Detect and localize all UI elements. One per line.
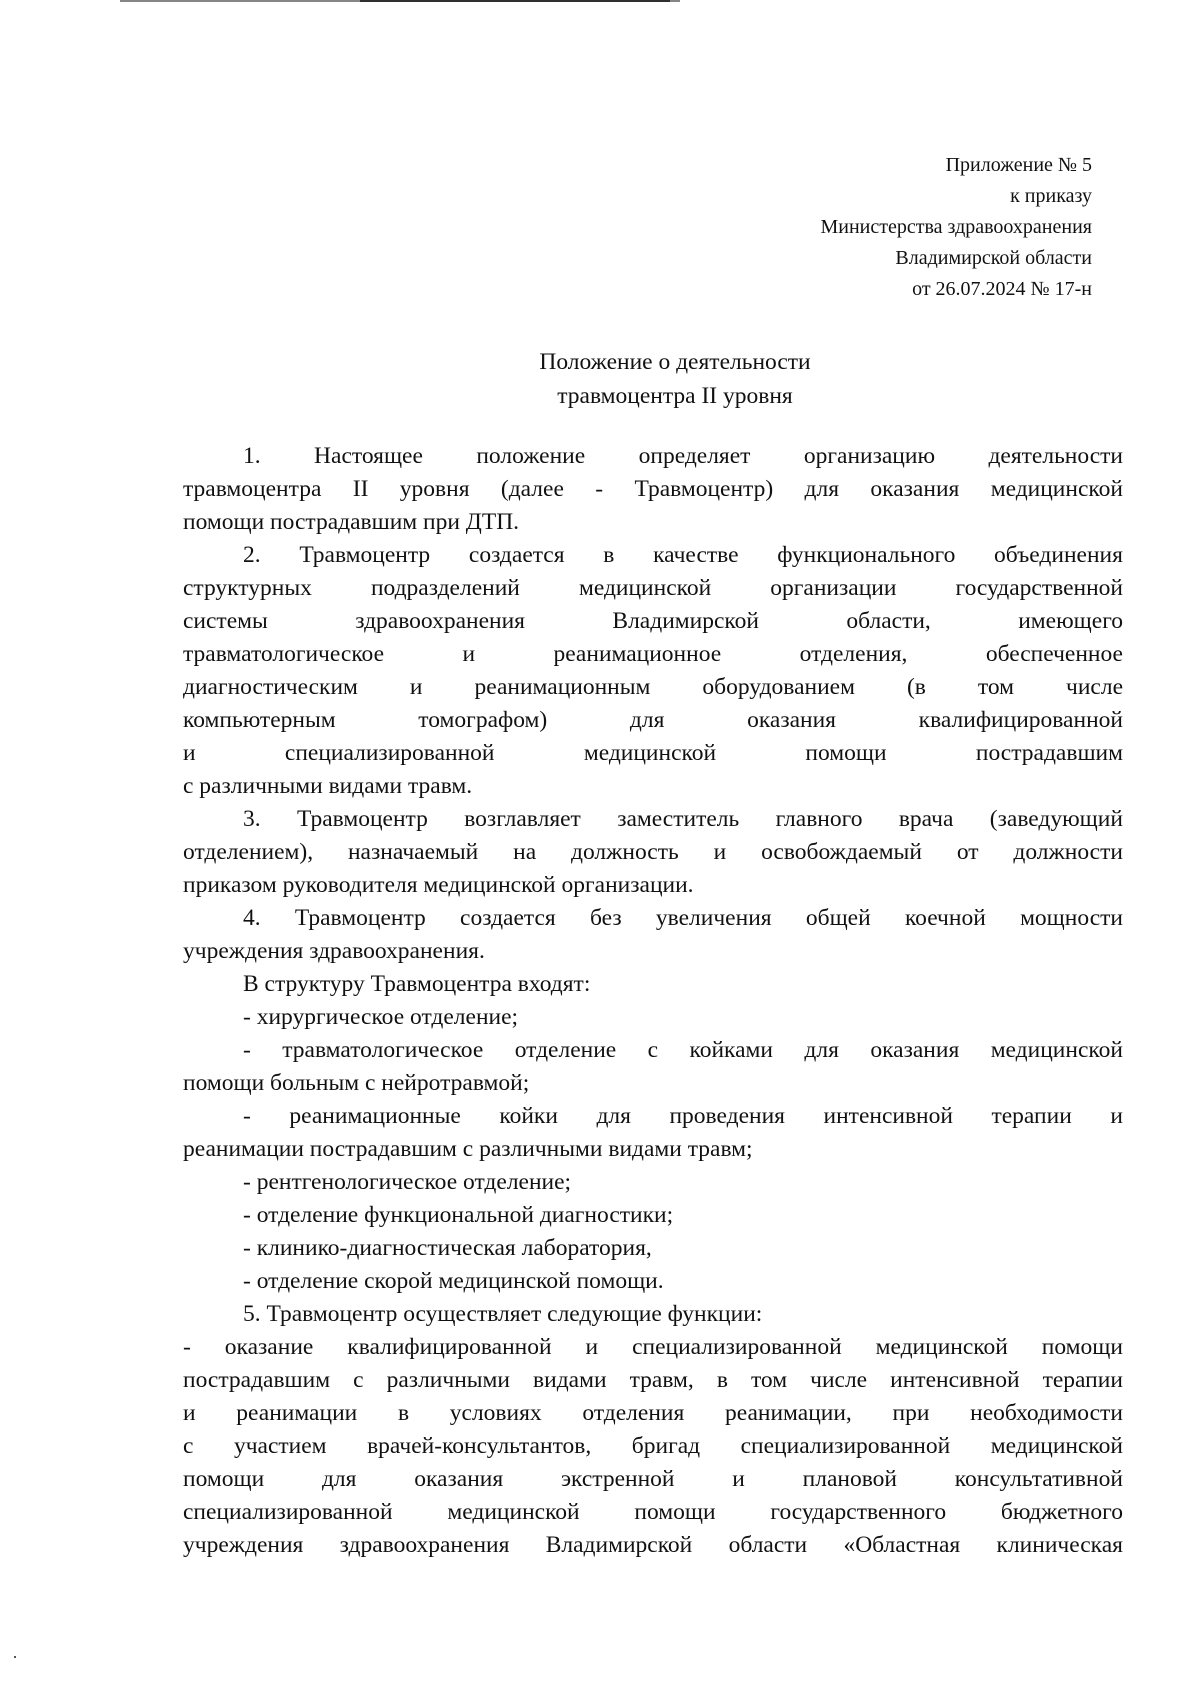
body-word: имеющего — [1018, 608, 1123, 634]
body-line — [183, 704, 1123, 737]
body-word: и — [409, 674, 423, 700]
appendix-header — [820, 150, 1092, 305]
body-line: приказом руководителя медицинской организации. — [183, 872, 694, 898]
body-word: травмоцентра — [183, 476, 322, 502]
body-line — [183, 473, 1123, 506]
body-word: специализированной — [740, 1433, 951, 1459]
body-word: реанимации — [236, 1400, 358, 1426]
body-word: плановой — [802, 1466, 897, 1492]
body-word: медицинской — [578, 575, 712, 601]
body-word: отделения, — [799, 641, 908, 667]
body-word: Травмоцентр — [294, 905, 426, 931]
body-word: структурных — [183, 575, 312, 601]
body-word: терапии — [1042, 1367, 1123, 1393]
body-word: государственной — [955, 575, 1123, 601]
body-word: - — [243, 1103, 251, 1129]
body-word: и — [183, 740, 196, 766]
body-word: том — [750, 1367, 788, 1393]
body-word: числе — [810, 1367, 868, 1393]
body-line — [183, 572, 1123, 605]
body-word: оказания — [414, 1466, 504, 1492]
body-word: реанимационным — [474, 674, 651, 700]
body-word: главного — [775, 806, 863, 832]
body-word: и — [732, 1466, 745, 1492]
appendix-date: от 26.07.2024 № 17-н — [912, 278, 1092, 300]
body-word: клиническая — [996, 1532, 1123, 1558]
body-word: и — [713, 839, 727, 865]
body-word: участием — [233, 1433, 327, 1459]
body-word: возглавляет — [464, 806, 581, 832]
body-word: должности — [1013, 839, 1123, 865]
body-word: определяет — [638, 443, 751, 469]
body-word: при — [892, 1400, 930, 1426]
body-word: видами — [533, 1367, 607, 1393]
body-word: «Областная — [843, 1532, 961, 1558]
body-word: функционального — [777, 542, 956, 568]
body-line: реанимации пострадавшим с различными видами травм; — [183, 1136, 753, 1162]
body-word: в — [716, 1367, 728, 1393]
body-word: койки — [499, 1103, 558, 1129]
body-word: (в — [906, 674, 926, 700]
body-word: и — [585, 1334, 599, 1360]
body-word: системы — [183, 608, 268, 634]
body-word: оборудованием — [702, 674, 855, 700]
body-word: области — [728, 1532, 808, 1558]
body-word: (заведующий — [989, 806, 1123, 832]
body-word: общей — [805, 905, 871, 931]
body-word: в — [397, 1400, 410, 1426]
body-word: государственного — [770, 1499, 947, 1525]
body-word: экстренной — [560, 1466, 675, 1492]
body-word: бригад — [631, 1433, 701, 1459]
body-word: для — [804, 476, 840, 502]
body-line — [183, 605, 1123, 638]
appendix-ministry: Министерства здравоохранения — [820, 216, 1092, 238]
body-word: обеспеченное — [985, 641, 1123, 667]
body-word: II — [352, 476, 369, 502]
body-word: организацию — [803, 443, 936, 469]
body-word: медицинской — [447, 1499, 580, 1525]
body-line — [183, 1364, 1123, 1397]
body-word: реанимации, — [725, 1400, 852, 1426]
body-word: 3. — [243, 806, 261, 832]
body-word: (далее — [500, 476, 564, 502]
body-word: условиях — [449, 1400, 542, 1426]
body-word: качестве — [653, 542, 739, 568]
body-word: бюджетного — [1000, 1499, 1123, 1525]
appendix-to-order: к приказу — [1010, 185, 1092, 207]
document-body — [183, 440, 1123, 1562]
body-word: организации — [770, 575, 897, 601]
body-word: Травмоцентр — [297, 806, 428, 832]
body-word: том — [977, 674, 1015, 700]
body-line — [183, 1034, 1123, 1067]
body-word: диагностическим — [183, 674, 358, 700]
body-line: - отделение функциональной диагностики; — [243, 1202, 674, 1228]
title-line-1: Положение о деятельности — [539, 349, 811, 375]
body-word: помощи — [1041, 1334, 1123, 1360]
body-word: реанимационные — [289, 1103, 461, 1129]
body-word: на — [513, 839, 537, 865]
body-word: Травмоцентр — [299, 542, 431, 568]
body-word: необходимости — [970, 1400, 1123, 1426]
body-word: компьютерным — [183, 707, 336, 733]
body-line: 5. Травмоцентр осуществляет следующие функции: — [243, 1301, 763, 1327]
body-word: области, — [846, 608, 931, 634]
body-word: Травмоцентр) — [634, 476, 774, 502]
body-line: - рентгенологическое отделение; — [243, 1169, 572, 1195]
body-word: учреждения — [183, 1532, 304, 1558]
body-word: и — [462, 641, 476, 667]
body-line — [183, 1529, 1123, 1562]
body-word: для — [596, 1103, 631, 1129]
body-word: - — [595, 476, 604, 502]
body-word: интенсивной — [890, 1367, 1020, 1393]
body-word: реанимационное — [553, 641, 722, 667]
body-word: медицинской — [583, 740, 717, 766]
body-word: числе — [1066, 674, 1123, 700]
body-line: с различными видами травм. — [183, 773, 473, 799]
body-word: для — [321, 1466, 357, 1492]
body-line: В структуру Травмоцентра входят: — [243, 971, 591, 997]
body-line: помощи больным с нейротравмой; — [183, 1070, 530, 1096]
body-word: 1. — [243, 443, 261, 469]
body-line: - клинико-диагностическая лаборатория, — [243, 1235, 652, 1261]
body-word: деятельности — [988, 443, 1123, 469]
body-line — [183, 1331, 1123, 1364]
body-word: отделения — [582, 1400, 685, 1426]
body-line — [183, 737, 1123, 770]
body-word: Владимирской — [612, 608, 759, 634]
body-word: отделение — [514, 1037, 617, 1063]
body-word: помощи — [634, 1499, 716, 1525]
body-word: 4. — [243, 905, 261, 931]
body-word: медицинской — [990, 1433, 1123, 1459]
body-word: оказания — [870, 476, 960, 502]
body-word: без — [589, 905, 622, 931]
body-line — [183, 1496, 1123, 1529]
body-word: уровня — [399, 476, 470, 502]
scan-artifact-line — [360, 0, 670, 2]
body-word: специализированной — [632, 1334, 842, 1360]
scan-artifact-dot — [14, 1656, 16, 1658]
body-word: 2. — [243, 542, 261, 568]
body-line — [183, 1100, 1123, 1133]
body-word: - — [243, 1037, 251, 1063]
body-word: специализированной — [284, 740, 495, 766]
body-line — [183, 539, 1123, 572]
body-word: оказание — [224, 1334, 314, 1360]
body-word: создается — [468, 542, 565, 568]
appendix-region: Владимирской области — [895, 247, 1092, 269]
body-word: травматологическое — [282, 1037, 484, 1063]
body-word: различными — [386, 1367, 511, 1393]
body-word: от — [956, 839, 979, 865]
body-word: терапии — [991, 1103, 1072, 1129]
body-word: квалифицированной — [347, 1334, 552, 1360]
title-line-2: травмоцентра II уровня — [557, 383, 793, 409]
body-word: врачей-консультантов, — [367, 1433, 592, 1459]
body-line — [183, 638, 1123, 671]
body-word: травматологическое — [183, 641, 385, 667]
body-word: и — [1110, 1103, 1123, 1129]
body-word: отделением), — [183, 839, 314, 865]
body-word: медицинской — [990, 476, 1123, 502]
body-word: с — [183, 1433, 194, 1459]
body-word: медицинской — [875, 1334, 1008, 1360]
body-word: здравоохранения — [339, 1532, 510, 1558]
body-word: Владимирской — [545, 1532, 693, 1558]
body-word: помощи — [183, 1466, 265, 1492]
body-word: помощи — [805, 740, 887, 766]
body-word: с — [647, 1037, 659, 1063]
body-word: положение — [476, 443, 586, 469]
body-line: - хирургическое отделение; — [243, 1004, 519, 1030]
body-word: подразделений — [370, 575, 520, 601]
body-word: томографом) — [418, 707, 548, 733]
body-word: консультативной — [954, 1466, 1123, 1492]
body-word: мощности — [1020, 905, 1123, 931]
appendix-number: Приложение № 5 — [945, 154, 1092, 176]
body-line — [183, 836, 1123, 869]
body-word: должность — [571, 839, 679, 865]
body-word: заместитель — [617, 806, 740, 832]
body-word: в — [603, 542, 615, 568]
body-word: назначаемый — [347, 839, 479, 865]
document-title — [0, 345, 1200, 413]
body-word: с — [353, 1367, 364, 1393]
body-word: - — [183, 1334, 191, 1360]
body-word: создается — [460, 905, 556, 931]
body-line — [183, 1430, 1123, 1463]
body-word: оказания — [870, 1037, 960, 1063]
body-word: для — [629, 707, 665, 733]
body-word: Настоящее — [314, 443, 423, 469]
body-word: койками — [689, 1037, 773, 1063]
body-word: здравоохранения — [355, 608, 525, 634]
body-word: пострадавшим — [183, 1367, 331, 1393]
body-line — [183, 671, 1123, 704]
body-word: травм, — [629, 1367, 694, 1393]
body-word: медицинской — [990, 1037, 1123, 1063]
body-word: объединения — [994, 542, 1123, 568]
body-word: освобождаемый — [761, 839, 922, 865]
body-word: и — [183, 1400, 196, 1426]
body-line — [183, 1397, 1123, 1430]
body-line: помощи пострадавшим при ДТП. — [183, 509, 520, 535]
body-word: проведения — [669, 1103, 785, 1129]
body-word: увеличения — [655, 905, 772, 931]
body-word: пострадавшим — [975, 740, 1123, 766]
body-line — [183, 440, 1123, 473]
body-line: учреждения здравоохранения. — [183, 938, 485, 964]
body-word: для — [804, 1037, 839, 1063]
body-word: оказания — [747, 707, 836, 733]
body-word: квалифицированной — [918, 707, 1123, 733]
body-line: - отделение скорой медицинской помощи. — [243, 1268, 664, 1294]
body-word: врача — [898, 806, 954, 832]
body-line — [183, 1463, 1123, 1496]
body-word: коечной — [904, 905, 986, 931]
body-line — [183, 803, 1123, 836]
body-word: специализированной — [183, 1499, 393, 1525]
body-line — [183, 902, 1123, 935]
body-word: интенсивной — [823, 1103, 953, 1129]
